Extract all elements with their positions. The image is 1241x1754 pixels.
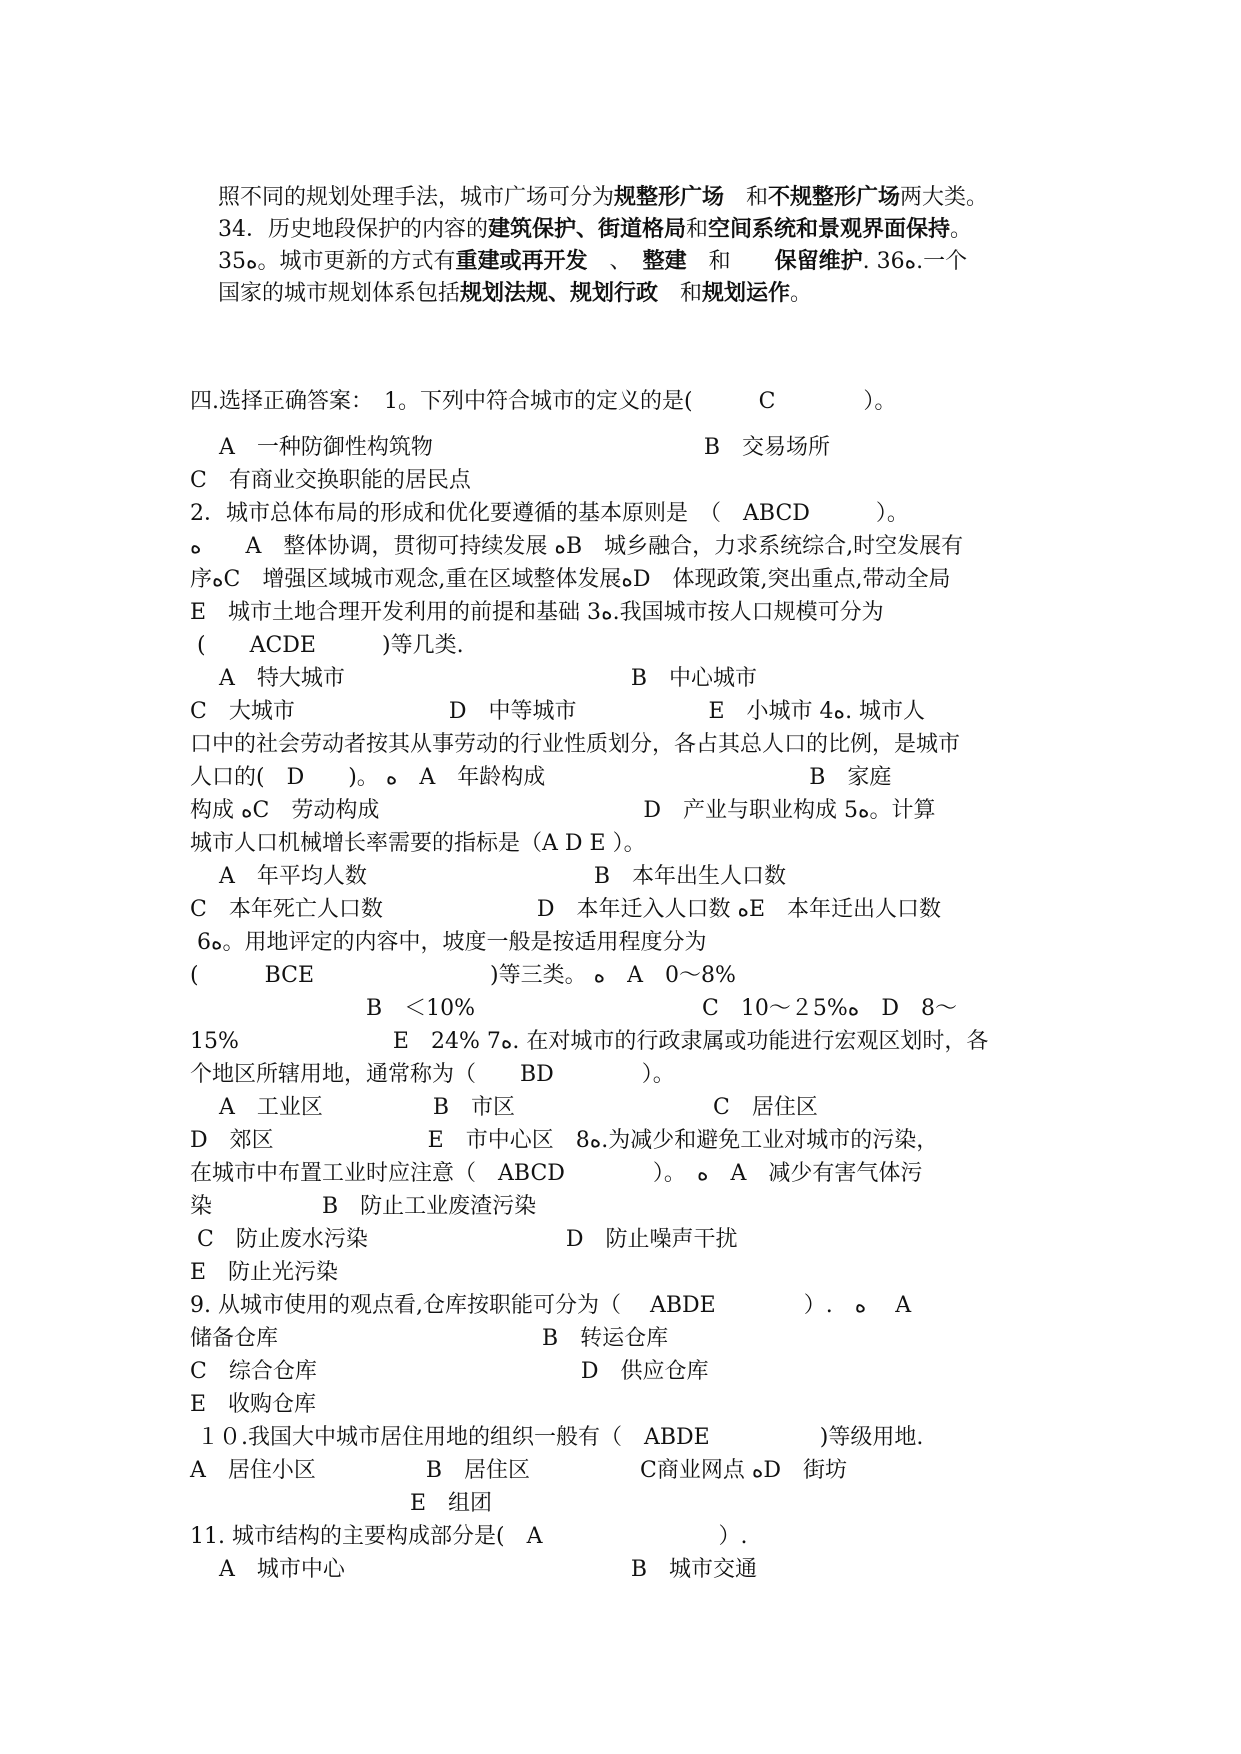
option-line: 构成 ﻩC 劳动构成 D 产业与职业构成 5ﻩ。计算 <box>190 798 936 823</box>
option-line: A 一种防御性构筑物 B 交易场所 <box>190 435 831 460</box>
question-line: 口中的社会劳动者按其从事劳动的行业性质划分，各占其总人口的比例，是城市 <box>190 732 961 757</box>
answer-term: 重建或再开发 <box>455 249 588 274</box>
option-line: 序ﻩC 增强区域城市观念,重在区域整体发展ﻩD 体现政策,突出重点,带动全局 <box>190 567 951 592</box>
answer-term: 规划法规、规划行政 <box>460 281 659 306</box>
option-line: C 综合仓库 D 供应仓库 <box>190 1359 709 1384</box>
question-line: ( ACDE )等几类. <box>190 633 464 658</box>
text-line: 照不同的规划处理手法，城市广场可分为规整形广场 和不规整形广场两大类。 <box>217 185 989 210</box>
option-line: A 工业区 B 市区 C 居住区 <box>190 1095 818 1120</box>
answer-term: 规划运作 <box>702 281 791 306</box>
question-line: 城市人口机械增长率需要的指标是（A D E ）。 <box>190 831 646 856</box>
answer-term: 建筑保护、街道格局 <box>487 217 686 242</box>
answer-term: 整建 <box>642 249 687 274</box>
section-heading: 四.选择正确答案： 1。下列中符合城市的定义的是( C ）。 <box>190 389 897 414</box>
option-line: A 居住小区 B 居住区 C商业网点 ﻩD 街坊 <box>190 1458 848 1483</box>
question-line: 11. 城市结构的主要构成部分是( A ）. <box>190 1524 748 1549</box>
option-line: C 有商业交换职能的居民点 <box>190 468 471 493</box>
question-line: E 城市土地合理开发利用的前提和基础 3ﻩ.我国城市按人口规模可分为 <box>190 600 884 625</box>
question-line: 15% E 24% 7ﻩ. 在对城市的行政隶属或功能进行宏观区划时，各 <box>190 1029 989 1054</box>
answer-term: 保留维护 <box>774 249 863 274</box>
question-line: １０.我国大中城市居住用地的组织一般有（ ABDE )等级用地. <box>190 1425 924 1450</box>
text-line: 35ﻩ。城市更新的方式有重建或再开发 、 整建 和 保留维护. 36ﻩ.一个 <box>217 249 968 274</box>
option-line: 储备仓库 B 转运仓库 <box>190 1326 669 1351</box>
question-line: D 郊区 E 市中心区 8ﻩ.为减少和避免工业对城市的污染， <box>190 1128 939 1153</box>
answer-term: 不规整形广场 <box>768 185 901 210</box>
option-line: 染 B 防止工业废渣污染 <box>190 1194 537 1219</box>
option-line: C 防止废水污染 D 防止噪声干扰 <box>190 1227 738 1252</box>
question-line: 在城市中布置工业时应注意（ ABCD ）。 ﻩ A 减少有害气体污 <box>190 1161 923 1186</box>
option-line: ﻩ A 整体协调，贯彻可持续发展 ﻩB 城乡融合，力求系统综合,时空发展有 <box>190 534 964 559</box>
option-line: B ＜10% C 10～２5%ﻩ D 8～ <box>190 996 957 1021</box>
question-line: 个地区所辖用地，通常称为（ BD ）。 <box>190 1062 675 1087</box>
option-line: A 城市中心 B 城市交通 <box>190 1557 758 1582</box>
answer-term: 空间系统和景观界面保持 <box>708 217 951 242</box>
question-line: 人口的( D )。 ﻩ A 年龄构成 B 家庭 <box>190 765 892 790</box>
option-line: E 防止光污染 <box>190 1260 339 1285</box>
option-line: E 收购仓库 <box>190 1392 317 1417</box>
option-line: E 组团 <box>190 1491 493 1516</box>
text-line: 国家的城市规划体系包括规划法规、规划行政 和规划运作。 <box>217 281 813 306</box>
text-line: 34．历史地段保护的内容的建筑保护、街道格局和空间系统和景观界面保持。 <box>217 217 973 242</box>
option-line: C 大城市 D 中等城市 E 小城市 4ﻩ. 城市人 <box>190 699 926 724</box>
question-line: ( BCE )等三类。 ﻩ A 0～8% <box>190 963 736 988</box>
question-line: 9. 从城市使用的观点看,仓库按职能可分为（ ABDE ）. ﻩ A <box>190 1293 912 1318</box>
question-line: 2．城市总体布局的形成和优化要遵循的基本原则是 （ ABCD ）。 <box>190 501 909 526</box>
option-line: A 特大城市 B 中心城市 <box>190 666 758 691</box>
option-line: C 本年死亡人口数 D 本年迁入人口数 ﻩE 本年迁出人口数 <box>190 897 942 922</box>
option-line: A 年平均人数 B 本年出生人口数 <box>190 864 787 889</box>
question-line: 6ﻩ。用地评定的内容中，坡度一般是按适用程度分为 <box>190 930 707 955</box>
answer-term: 规整形广场 <box>614 185 725 210</box>
